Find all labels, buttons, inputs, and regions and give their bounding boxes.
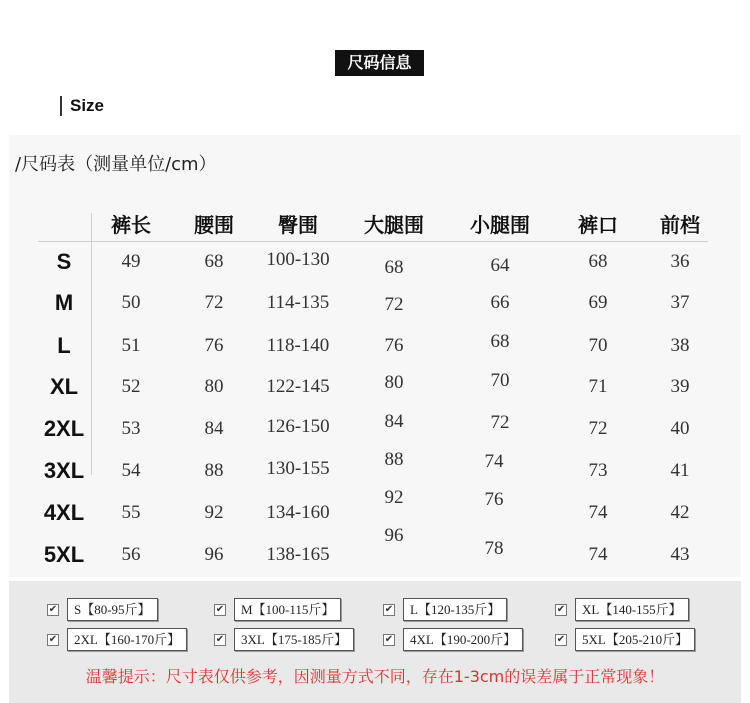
table-cell: 70 [490,370,510,391]
table-cell: 88 [204,460,224,481]
checkbox-icon: ✔ [48,633,58,645]
tip-notice: 温馨提示：尺寸表仅供参考，因测量方式不同，存在1-3cm的误差属于正常现象！ [85,667,665,686]
table-cell: 72 [204,292,224,313]
table-cell: 41 [670,460,690,481]
checkbox-icon: ✔ [556,603,566,615]
table-cell: 70 [588,335,608,356]
weight-reference-item [555,628,695,651]
table-cell: 39 [670,376,690,397]
table-cell: 118-140 [266,335,330,356]
table-cell: 36 [670,251,690,272]
column-header: 大腿围 [364,213,424,237]
weight-reference-item [47,628,187,651]
table-cell: 71 [588,376,608,397]
table-cell: 78 [484,538,504,559]
table-cell: 43 [670,544,690,565]
row-size-label: L [57,333,71,358]
weight-range-label: 2XL【160-170斤】 [67,628,187,651]
row-size-label: 4XL [43,500,85,525]
table-cell: 40 [670,418,690,439]
table-cell: 122-145 [266,376,330,397]
weight-reference-item [555,598,689,621]
table-cell: 68 [204,251,224,272]
table-cell: 49 [121,251,141,272]
checkbox-icon: ✔ [384,633,394,645]
table-cell: 114-135 [266,292,330,313]
table-cell: 80 [204,376,224,397]
row-size-label: XL [49,374,79,399]
weight-range-label: XL【140-155斤】 [575,598,689,621]
section-title: 尺码信息 [335,50,424,76]
table-cell: 68 [588,251,608,272]
table-cell: 92 [384,487,404,508]
header-divider [38,241,708,242]
weight-range-label: 5XL【205-210斤】 [575,628,695,651]
weight-reference-item [47,598,158,621]
checkbox-icon: ✔ [215,603,225,615]
table-cell: 126-150 [266,416,330,437]
table-cell: 74 [484,451,504,472]
table-cell: 55 [121,502,141,523]
table-cell: 68 [490,331,510,352]
column-header: 裤长 [111,213,151,237]
table-cell: 76 [204,335,224,356]
weight-reference-item [214,598,341,621]
table-cell: 84 [384,411,404,432]
row-size-label: S [56,249,72,274]
table-cell: 52 [121,376,141,397]
size-column-divider [91,213,92,475]
heading-divider [60,96,62,116]
table-cell: 80 [384,372,404,393]
column-header: 小腿围 [470,213,530,237]
table-cell: 38 [670,335,690,356]
table-cell: 92 [204,502,224,523]
weight-range-label: S【80-95斤】 [67,598,158,621]
table-cell: 72 [588,418,608,439]
weight-reference-item [383,628,523,651]
column-header: 前档 [660,213,700,237]
table-cell: 138-165 [266,544,330,565]
table-cell: 100-130 [266,249,330,270]
row-size-label: M [54,290,74,315]
weight-range-label: 4XL【190-200斤】 [403,628,523,651]
column-header: 腰围 [194,213,234,237]
row-size-label: 5XL [43,542,85,567]
checkbox-icon: ✔ [215,633,225,645]
table-cell: 53 [121,418,141,439]
table-cell: 96 [204,544,224,565]
table-cell: 37 [670,292,690,313]
table-cell: 68 [384,257,404,278]
table-cell: 76 [484,489,504,510]
weight-reference-item [383,598,507,621]
size-table-panel [9,135,741,577]
column-header: 裤口 [578,213,618,237]
table-cell: 130-155 [266,458,330,479]
table-cell: 54 [121,460,141,481]
checkbox-icon: ✔ [48,603,58,615]
checkbox-icon: ✔ [384,603,394,615]
table-cell: 74 [588,502,608,523]
checkbox-icon: ✔ [556,633,566,645]
table-cell: 72 [384,294,404,315]
column-header: 臀围 [278,213,318,237]
table-cell: 73 [588,460,608,481]
table-cell: 69 [588,292,608,313]
table-cell: 76 [384,335,404,356]
table-cell: 96 [384,525,404,546]
table-cell: 74 [588,544,608,565]
table-cell: 84 [204,418,224,439]
table-cell: 51 [121,335,141,356]
weight-range-label: M【100-115斤】 [234,598,341,621]
size-heading [60,94,104,118]
weight-range-label: L【120-135斤】 [403,598,507,621]
row-size-label: 2XL [43,416,85,441]
table-cell: 50 [121,292,141,313]
table-cell: 56 [121,544,141,565]
table-cell: 88 [384,449,404,470]
weight-reference-item [214,628,354,651]
size-heading-text: Size [70,96,105,115]
table-cell: 72 [490,412,510,433]
table-cell: 64 [490,255,510,276]
table-cell: 134-160 [266,502,330,523]
table-cell: 42 [670,502,690,523]
weight-range-label: 3XL【175-185斤】 [234,628,354,651]
table-cell: 66 [490,292,510,313]
table-caption: /尺码表（测量单位/cm） [15,154,217,175]
row-size-label: 3XL [43,458,85,483]
